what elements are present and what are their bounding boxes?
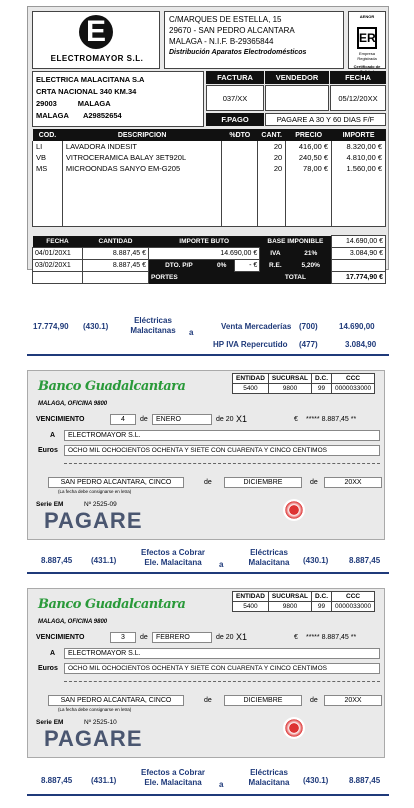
entry-credit-amount: 8.887,45 [349,776,381,785]
ccc-value: 0000033000 [332,384,375,394]
item-importe: 8.320,00 € [332,141,386,152]
journal-entry-note-2 [27,768,389,796]
iva-value: 3.084,90 € [332,248,386,260]
entry-debit-amount: 8.887,45 [41,776,73,785]
credit1-amount: 14.690,00 [339,322,375,331]
tot-base-header: BASE IMPONIBLE [260,236,332,248]
bank-codes [232,591,375,612]
dc-value: 99 [312,384,332,394]
item-cod: MS [33,163,63,174]
col-descripcion: DESCRIPCION [62,129,221,141]
amount-words: OCHO MIL OCHOCIENTOS OCHENTA Y SIETE CON CUARENTA Y CINCO CENTIMOS [64,445,380,456]
journal-entry-note-1 [27,548,389,574]
factura-value: 037/XX [206,85,264,111]
de-1: de [140,634,148,641]
factura-label: FACTURA [206,71,264,84]
table-row [33,152,386,163]
distribution-text: Distribución Aparatos Electrodomésticos [169,49,307,56]
vencimiento-label: VENCIMIENTO [36,416,85,423]
item-importe: 4.810,00 € [332,152,386,163]
euros-label: Euros [38,447,58,454]
re-label: R.E. [260,260,291,272]
entry-debit-name: Efectos a Cobrar Ele. Malacitana [140,548,206,567]
item-importe: 1.560,00 € [332,163,386,174]
company-address [164,11,344,69]
item-precio: 416,00 € [286,141,332,152]
serie-number: Nº 2525-10 [84,719,117,726]
cert-sub: Empresa Registrada [357,51,377,61]
fpago-value: PAGARE A 30 Y 60 DIAS F/F [265,113,386,126]
date-note: (La fecha debe consignarse en letra) [58,489,132,494]
bank-seal-icon [283,717,305,739]
promissory-note-2 [27,588,385,758]
tot-bruto-header: IMPORTE BUTO [149,236,260,248]
issue-month: DICIEMBRE [224,695,302,706]
item-cant: 20 [258,141,286,152]
tot-cantidad-header: CANTIDAD [83,236,149,248]
a-label: A [50,432,56,439]
a-label: A [50,650,56,657]
entidad-header: ENTIDAD [233,592,269,602]
item-cod: VB [33,152,63,163]
items-table [32,129,386,227]
entry-credit-name: Eléctricas Malacitana [248,768,290,787]
tot-fecha-header: FECHA [33,236,83,248]
due-month: ENERO [152,414,212,425]
dto-pp-label: DTO. P/P [149,260,209,272]
dto-pp-amount: - [249,262,252,269]
ccc-header: CCC [332,592,375,602]
invoice [27,6,389,282]
sucursal-header: SUCURSAL [268,592,311,602]
entry-credit-amount: 8.887,45 [349,556,381,565]
col-importe: IMPORTE [332,129,386,141]
sucursal-value: 9800 [268,384,311,394]
address-line3: MALAGA - N.I.F. B-29365844 [169,37,274,46]
cert-bottom: Certificado de [353,64,381,69]
dashed-line [64,463,380,464]
entry-a: a [219,780,224,789]
due-day: 3 [110,632,136,643]
portes-label: PORTES [149,272,260,284]
dc-header: D.C. [312,374,332,384]
de-3: de [204,697,212,704]
col-precio: PRECIO [286,129,332,141]
total-value: 17.774,90 € [332,272,386,284]
item-desc: LAVADORA INDESIT [62,141,221,152]
entidad-header: ENTIDAD [233,374,269,384]
debit-account: (430.1) [83,322,109,331]
iva-pct: 21% [290,248,331,260]
bank-name: Banco Guadalcantara [38,379,186,394]
de-4: de [310,697,318,704]
col-cod: COD. [33,129,63,141]
office: MALAGA, OFICINA 9800 [38,401,108,407]
bruto-value: 14.690,00 € [149,248,260,260]
vendedor-label: VENDEDOR [265,71,329,84]
totals-table [32,235,386,284]
iva-label: IVA [260,248,291,260]
dashed-line [64,681,380,682]
credit1-account: (700) [299,322,318,331]
address-line1: C/MARQUES DE ESTELLA, 15 [169,15,282,24]
euros-label: Euros [38,665,58,672]
table-row [33,163,386,174]
item-cod: LI [33,141,63,152]
dto-pp-currency: € [253,262,258,269]
de-3: de [204,479,212,486]
credit2-name: HP IVA Repercutido [213,340,288,349]
er-cert-icon: ER [357,27,377,49]
entry-debit-amount: 8.887,45 [41,556,73,565]
client-line: CRTA NACIONAL 340 KM.34 [36,87,137,96]
a-connector: a [189,328,194,337]
sucursal-header: SUCURSAL [268,374,311,384]
credit2-amount: 3.084,90 [345,340,377,349]
issue-year: 20XX [324,695,382,706]
entry-debit-account: (431.1) [91,556,117,565]
date-note: (La fecha debe consignarse en letra) [58,707,132,712]
amount-words: OCHO MIL OCHOCIENTOS OCHENTA Y SIETE CON CUARENTA Y CINCO CENTIMOS [64,663,380,674]
col-dto: %DTO [222,129,258,141]
due-day: 4 [110,414,136,425]
euro-sign: € [294,416,298,423]
company-logo [32,11,160,69]
total-label: TOTAL [260,272,332,284]
entidad-value: 5400 [233,602,269,612]
serie-number: Nº 2525-09 [84,501,117,508]
vendedor-value [265,85,329,111]
entry-credit-account: (430.1) [303,556,329,565]
address-line2: 29670 - SAN PEDRO ALCANTARA [169,26,295,35]
de-2: de 20 [216,634,234,641]
issue-month: DICIEMBRE [224,477,302,488]
item-cant: 20 [258,163,286,174]
entry-a: a [219,560,224,569]
due-month: FEBRERO [152,632,212,643]
issue-place: SAN PEDRO ALCANTARA, CINCO [48,695,184,706]
euro-sign: € [294,634,298,641]
credit1-name: Venta Mercaderías [221,322,292,331]
ccc-value: 0000033000 [332,602,375,612]
due-year: X1 [236,414,248,424]
item-dto [222,163,258,174]
logo-e-icon: E [79,15,113,49]
table-row [33,141,386,152]
due-amount-2: 8.887,45 € [83,260,149,272]
issue-place: SAN PEDRO ALCANTARA, CINCO [48,477,184,488]
fecha-value: 05/12/20XX [330,85,386,111]
item-dto [222,152,258,163]
entry-credit-name: Eléctricas Malacitana [248,548,290,567]
due-amount-1: 8.887,45 € [83,248,149,260]
payee: ELECTROMAYOR S.L. [64,648,380,659]
re-pct: 5,20% [290,260,331,272]
item-dto [222,141,258,152]
entry-debit-account: (431.1) [91,776,117,785]
pagare-title: PAGARE [44,508,143,533]
base-imponible-value: 14.690,00 € [332,236,386,248]
payee: ELECTROMAYOR S.L. [64,430,380,441]
dc-value: 99 [312,602,332,612]
debit-name: Eléctricas Malacitanas [130,316,176,335]
promissory-note-1 [27,370,385,540]
bank-codes [232,373,375,394]
item-cant: 20 [258,152,286,163]
dto-pp-value [235,260,260,272]
item-precio: 240,50 € [286,152,332,163]
dto-pp-pct: 0% [209,260,235,272]
col-cant: CANT. [258,129,286,141]
de-2: de 20 [216,416,234,423]
fpago-label: F.PAGO [206,113,264,126]
cert-top: AENOR [359,14,375,19]
quality-cert [348,11,386,69]
item-precio: 78,00 € [286,163,332,174]
serie-label: Serie EM [36,719,64,726]
amount-value: ***** 8.887,45 ** [306,416,357,423]
debit-amount: 17.774,90 [33,322,69,331]
fecha-label: FECHA [330,71,386,84]
client-line: MALAGA A29852654 [36,111,122,120]
bank-name: Banco Guadalcantara [38,597,186,612]
client-line: 29003 MALAGA [36,99,111,108]
entry-credit-account: (430.1) [303,776,329,785]
due-date-1: 04/01/20X1 [33,248,83,260]
entidad-value: 5400 [233,384,269,394]
office: MALAGA, OFICINA 9800 [38,619,108,625]
client-line: ELECTRICA MALACITANA S.A [36,75,145,84]
entry-debit-name: Efectos a Cobrar Ele. Malacitana [140,768,206,787]
amount-value: ***** 8.887,45 ** [306,634,357,641]
sucursal-value: 9800 [268,602,311,612]
de-4: de [310,479,318,486]
bank-seal-icon [283,499,305,521]
dc-header: D.C. [312,592,332,602]
journal-entry-invoice [27,314,389,356]
ccc-header: CCC [332,374,375,384]
item-desc: VITROCERAMICA BALAY 3ET920L [62,152,221,163]
due-date-2: 03/02/20X1 [33,260,83,272]
item-desc: MICROONDAS SANYO EM-G205 [62,163,221,174]
issue-year: 20XX [324,477,382,488]
vencimiento-label: VENCIMIENTO [36,634,85,641]
client-block [32,71,204,127]
pagare-title: PAGARE [44,726,143,751]
serie-label: Serie EM [36,501,64,508]
re-value [332,260,386,272]
company-name: ELECTROMAYOR S.L. [50,54,144,63]
credit2-account: (477) [299,340,318,349]
de-1: de [140,416,148,423]
due-year: X1 [236,632,248,642]
